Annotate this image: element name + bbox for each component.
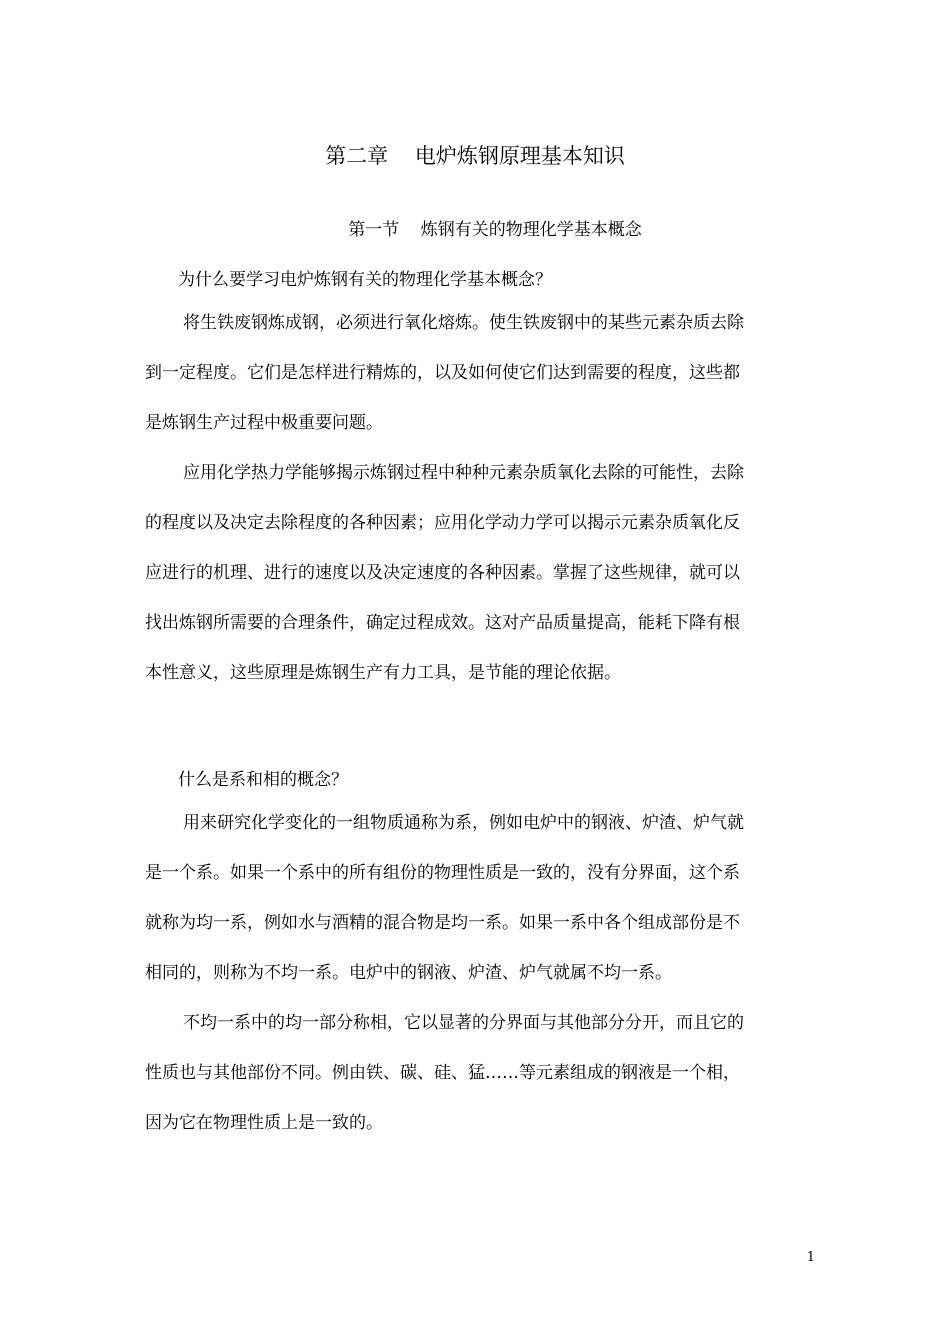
paragraph-2-line-1: 应用化学热力学能够揭示炼钢过程中种种元素杂质氧化去除的可能性，去除 bbox=[183, 463, 744, 483]
paragraph-4-line-3: 因为它在物理性质上是一致的。 bbox=[145, 1113, 383, 1133]
paragraph-3-line-3: 就称为均一系，例如水与酒精的混合物是均一系。如果一系中各个组成部份是不 bbox=[145, 913, 740, 933]
paragraph-1-line-1: 将生铁废钢炼成钢，必须进行氧化熔炼。使生铁废钢中的某些元素杂质去除 bbox=[183, 313, 744, 333]
paragraph-2-line-2: 的程度以及决定去除程度的各种因素；应用化学动力学可以揭示元素杂质氧化反 bbox=[145, 513, 740, 533]
paragraph-4-line-2: 性质也与其他部份不同。例由铁、碳、硅、猛……等元素组成的钢液是一个相， bbox=[145, 1063, 740, 1083]
paragraph-3-line-2: 是一个系。如果一个系中的所有组份的物理性质是一致的，没有分界面，这个系 bbox=[145, 863, 740, 883]
paragraph-3-line-1: 用来研究化学变化的一组物质通称为系，例如电炉中的钢液、炉渣、炉气就 bbox=[183, 813, 744, 833]
chapter-title: 第二章 电炉炼钢原理基本知识 bbox=[325, 144, 625, 168]
paragraph-4-line-1: 不均一系中的均一部分称相，它以显著的分界面与其他部分分开，而且它的 bbox=[183, 1013, 744, 1033]
paragraph-2-line-5: 本性意义，这些原理是炼钢生产有力工具，是节能的理论依据。 bbox=[145, 663, 621, 683]
paragraph-2-line-4: 找出炼钢所需要的合理条件，确定过程成效。这对产品质量提高，能耗下降有根 bbox=[145, 613, 740, 633]
paragraph-3-line-4: 相同的，则称为不均一系。电炉中的钢液、炉渣、炉气就属不均一系。 bbox=[145, 963, 672, 983]
paragraph-2-line-3: 应进行的机理、进行的速度以及决定速度的各种因素。掌握了这些规律，就可以 bbox=[145, 563, 740, 583]
section-title: 第一节 炼钢有关的物理化学基本概念 bbox=[348, 220, 642, 240]
question-heading-2: 什么是系和相的概念？ bbox=[178, 770, 348, 790]
paragraph-1-line-2: 到一定程度。它们是怎样进行精炼的，以及如何使它们达到需要的程度，这些都 bbox=[145, 363, 740, 383]
question-heading-1: 为什么要学习电炉炼钢有关的物理化学基本概念？ bbox=[178, 270, 552, 290]
page-number: 1 bbox=[806, 1250, 815, 1265]
paragraph-1-line-3: 是炼钢生产过程中极重要问题。 bbox=[145, 413, 383, 433]
